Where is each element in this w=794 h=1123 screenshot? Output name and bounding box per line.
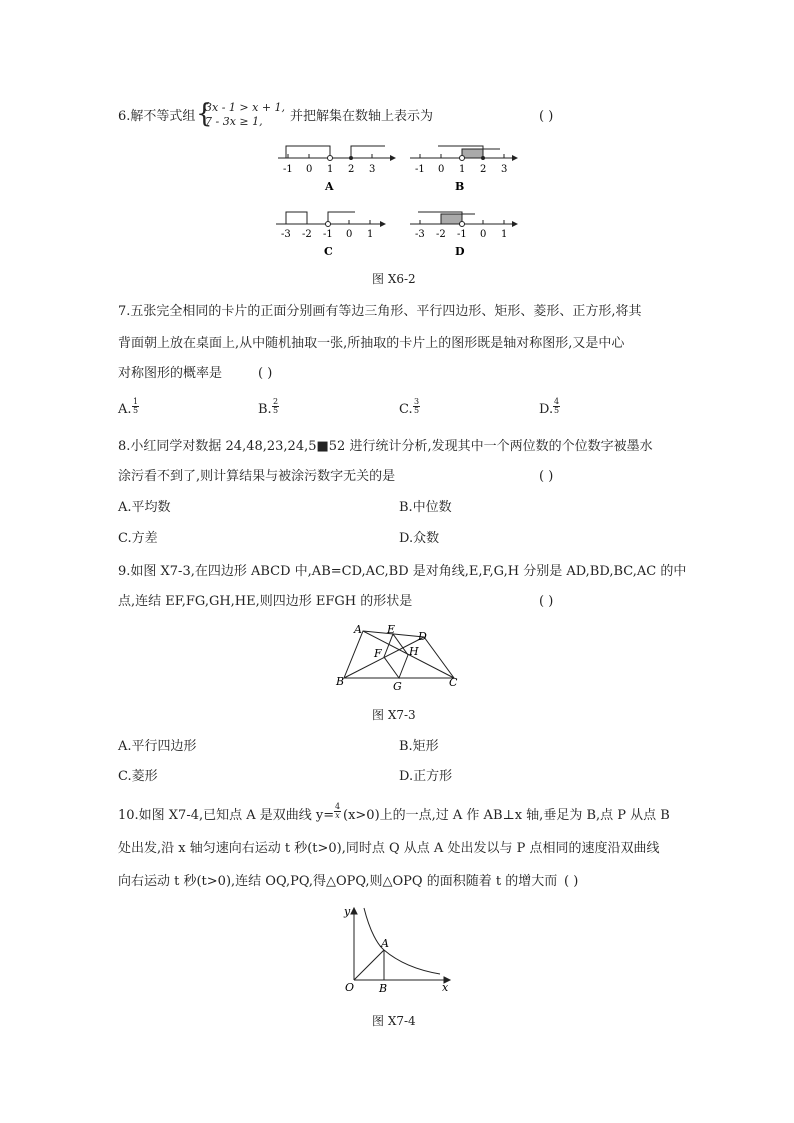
q6-d-tick-4: 0: [480, 229, 487, 240]
q6-answer-paren: ( ): [539, 109, 554, 124]
q9-option-d: D.正方形: [399, 769, 453, 784]
q7-text-line-3: 对称图形的概率是: [118, 366, 223, 381]
q9-point-c: C: [449, 676, 458, 689]
q6-b-tick-4: 2: [480, 164, 487, 175]
q6-c-tick-2: -2: [302, 229, 312, 240]
q7-text-line-2: 背面朝上放在桌面上,从中随机抽取一张,所抽取的卡片上的图形既是轴对称图形,又是中心: [118, 336, 625, 351]
q9-point-e: E: [387, 623, 396, 636]
q7-option-c-fraction: $\frac{3}{5}$: [414, 397, 420, 415]
q6-c-tick-4: 0: [346, 229, 353, 240]
q7-answer-paren: ( ): [258, 366, 273, 381]
q9-point-b: B: [336, 675, 345, 688]
q6-b-tick-2: 0: [438, 164, 445, 175]
q6-brace: {: [196, 99, 213, 129]
q6-a-tick-5: 3: [369, 164, 376, 175]
q7-option-d-fraction: $\frac{4}{5}$: [554, 397, 560, 415]
q9-figure-caption: 图 X7-3: [372, 708, 416, 722]
q6-a-tick-1: -1: [283, 164, 293, 175]
q6-a-tick-2: 0: [306, 164, 313, 175]
q7-option-a-label: A.: [118, 402, 132, 417]
q6-prefix: 6.解不等式组: [118, 109, 196, 124]
q10-point-b: B: [379, 982, 388, 995]
q6-d-tick-5: 1: [501, 229, 508, 240]
q8-option-b: B.中位数: [399, 500, 452, 515]
q9-answer-paren: ( ): [539, 594, 554, 609]
q6-suffix: 并把解集在数轴上表示为: [290, 109, 434, 124]
q8-option-c: C.方差: [118, 531, 158, 546]
q10-point-a: A: [381, 937, 389, 950]
q10-text-line-1b: (x>0)上的一点,过 A 作 AB⊥x 轴,垂足为 B,点 P 从点 B: [343, 808, 670, 823]
q6-d-tick-2: -2: [436, 229, 446, 240]
q6-figure-caption: 图 X6-2: [372, 272, 416, 286]
q6-ineq-2: 7 - 3x ≥ 1,: [205, 115, 263, 128]
q7-text-line-1: 7.五张完全相同的卡片的正面分别画有等边三角形、平行四边形、矩形、菱形、正方形,将其: [118, 304, 642, 319]
q10-y-axis-label: y: [344, 905, 351, 918]
q7-option-d-label: D.: [539, 402, 554, 417]
q7-option-a-fraction: $\frac{1}{5}$: [133, 397, 139, 415]
q10-figure-caption: 图 X7-4: [372, 1014, 416, 1028]
q6-b-tick-5: 3: [501, 164, 508, 175]
q6-option-a-label: A: [325, 180, 334, 193]
q6-option-d-label: D: [455, 245, 465, 258]
q6-ineq-1: 3x - 1 > x + 1,: [205, 101, 286, 114]
q9-point-a: A: [354, 623, 362, 636]
q10-text-line-2: 处出发,沿 x 轴匀速向右运动 t 秒(t>0),同时点 Q 从点 A 处出发以与 P 点相同的速度沿双曲线: [118, 841, 660, 856]
q6-c-tick-1: -3: [281, 229, 291, 240]
q9-point-h: H: [409, 645, 419, 658]
q8-option-d: D.众数: [399, 531, 440, 546]
q6-c-tick-5: 1: [367, 229, 374, 240]
q6-option-b-label: B: [455, 180, 465, 193]
q10-answer-paren: ( ): [564, 874, 579, 889]
q10-text-line-1a: 10.如图 X7-4,已知点 A 是双曲线 y=: [118, 808, 335, 823]
q6-b-tick-1: -1: [415, 164, 425, 175]
q6-c-tick-3: -1: [323, 229, 333, 240]
q10-text-line-3: 向右运动 t 秒(t>0),连结 OQ,PQ,得△OPQ,则△OPQ 的面积随着 t 的增大而: [118, 874, 558, 889]
q10-hyperbola-fraction: $\frac{4}{x}$: [335, 802, 341, 820]
q8-answer-paren: ( ): [539, 469, 554, 484]
q9-option-c: C.菱形: [118, 769, 158, 784]
q7-option-b-fraction: $\frac{2}{5}$: [273, 397, 279, 415]
q6-b-tick-3: 1: [459, 164, 466, 175]
q6-a-tick-3: 1: [327, 164, 334, 175]
q8-text-line-2: 涂污看不到了,则计算结果与被涂污数字无关的是: [118, 469, 396, 484]
q9-point-d: D: [418, 630, 427, 643]
q9-option-a: A.平行四边形: [118, 739, 197, 754]
q6-option-c-label: C: [324, 245, 333, 258]
q9-text-line-2: 点,连结 EF,FG,GH,HE,则四边形 EFGH 的形状是: [118, 594, 413, 609]
q10-x-axis-label: x: [442, 981, 449, 994]
q9-point-g: G: [393, 680, 402, 693]
q6-d-tick-1: -3: [415, 229, 425, 240]
q9-text-line-1: 9.如图 X7-3,在四边形 ABCD 中,AB=CD,AC,BD 是对角线,E,F,G,H 分别是 AD,BD,BC,AC 的中: [118, 564, 687, 579]
q7-option-c-label: C.: [399, 402, 413, 417]
q6-d-tick-3: -1: [457, 229, 467, 240]
q8-option-a: A.平均数: [118, 500, 171, 515]
q8-text-line-1: 8.小红同学对数据 24,48,23,24,5■52 进行统计分析,发现其中一个两位数的个位数字被墨水: [118, 439, 653, 454]
q9-option-b: B.矩形: [399, 739, 439, 754]
q6-a-tick-4: 2: [348, 164, 355, 175]
q7-option-b-label: B.: [258, 402, 272, 417]
q10-origin-label: O: [345, 981, 355, 994]
q9-point-f: F: [374, 647, 382, 660]
